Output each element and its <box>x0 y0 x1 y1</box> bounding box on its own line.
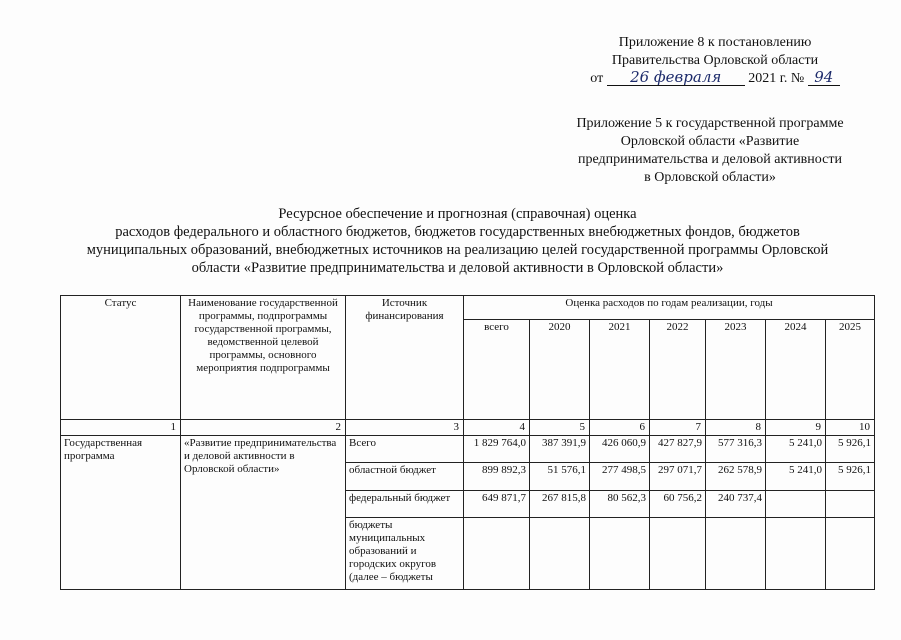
column-number: 1 <box>61 420 181 436</box>
column-number: 3 <box>346 420 464 436</box>
header-status: Статус <box>61 296 181 420</box>
value-cell <box>766 518 826 590</box>
source-cell: федеральный бюджет <box>346 491 464 518</box>
column-number: 4 <box>464 420 530 436</box>
header-source: Источник финансирования <box>346 296 464 420</box>
value-cell: 427 827,9 <box>650 436 706 463</box>
value-cell: 60 756,2 <box>650 491 706 518</box>
column-number: 2 <box>181 420 346 436</box>
title-line2: расходов федерального и областного бюджетов, бюджетов государственных внебюджетных фондов, бюджетов <box>115 224 800 240</box>
header-year-2021: 2021 <box>590 320 650 420</box>
value-cell: 240 737,4 <box>706 491 766 518</box>
value-cell: 262 578,9 <box>706 463 766 491</box>
appendix-5-line2: Орловской области «Развитие <box>620 134 800 149</box>
value-cell <box>590 518 650 590</box>
header-year-2025: 2025 <box>826 320 875 420</box>
value-cell: 267 815,8 <box>530 491 590 518</box>
appendix-5-line4: в Орловской области» <box>644 170 776 185</box>
header-year-2024: 2024 <box>766 320 826 420</box>
value-cell: 5 241,0 <box>766 436 826 463</box>
status-cell: Государственная программа <box>61 436 181 590</box>
appendix-5-line1: Приложение 5 к государственной программе <box>576 116 844 131</box>
header-estimate: Оценка расходов по годам реализации, годы <box>464 296 875 320</box>
header-year-total: всего <box>464 320 530 420</box>
value-cell: 426 060,9 <box>590 436 650 463</box>
column-number: 6 <box>590 420 650 436</box>
value-cell: 51 576,1 <box>530 463 590 491</box>
column-number: 7 <box>650 420 706 436</box>
value-cell <box>650 518 706 590</box>
value-cell: 899 892,3 <box>464 463 530 491</box>
value-cell: 387 391,9 <box>530 436 590 463</box>
value-cell <box>464 518 530 590</box>
value-cell: 1 829 764,0 <box>464 436 530 463</box>
value-cell: 5 241,0 <box>766 463 826 491</box>
program-name-cell: «Развитие предпринимательства и деловой активности в Орловской области» <box>181 436 346 590</box>
table-row <box>61 436 875 463</box>
date-prefix: от <box>590 71 604 86</box>
year-suffix: 2021 г. № <box>748 71 805 86</box>
appendix-8-line1: Приложение 8 к постановлению <box>618 35 812 50</box>
handwritten-date: 26 февраля <box>607 70 745 86</box>
value-cell <box>706 518 766 590</box>
header-name: Наименование государственной программы, подпрограммы государственной программы, ведомственной целевой программы, основного мероприятия подпрограммы <box>181 296 346 420</box>
appendix-8-date-line <box>560 70 870 88</box>
source-cell: Всего <box>346 436 464 463</box>
appendix-5-header <box>540 115 880 187</box>
value-cell <box>826 518 875 590</box>
value-cell: 577 316,3 <box>706 436 766 463</box>
value-cell: 277 498,5 <box>590 463 650 491</box>
appendix-8-header <box>560 34 870 88</box>
value-cell <box>766 491 826 518</box>
value-cell <box>826 491 875 518</box>
source-cell: областной бюджет <box>346 463 464 491</box>
header-year-2023: 2023 <box>706 320 766 420</box>
source-cell: бюджеты муниципальных образований и городских округов (далее – бюджеты <box>346 518 464 590</box>
header-year-2022: 2022 <box>650 320 706 420</box>
column-number-row <box>61 420 875 436</box>
value-cell: 297 071,7 <box>650 463 706 491</box>
appendix-5-line3: предпринимательства и деловой активности <box>578 152 842 167</box>
handwritten-number: 94 <box>808 70 840 86</box>
appendix-8-line2: Правительства Орловской области <box>611 53 819 68</box>
value-cell: 5 926,1 <box>826 436 875 463</box>
value-cell: 649 871,7 <box>464 491 530 518</box>
value-cell: 80 562,3 <box>590 491 650 518</box>
column-number: 5 <box>530 420 590 436</box>
title-line1: Ресурсное обеспечение и прогнозная (справочная) оценка <box>278 206 637 222</box>
document-title <box>40 205 875 277</box>
column-number: 8 <box>706 420 766 436</box>
column-number: 10 <box>826 420 875 436</box>
header-year-2020: 2020 <box>530 320 590 420</box>
value-cell <box>530 518 590 590</box>
title-line3: муниципальных образований, внебюджетных источников на реализацию целей государственной программы Орловской <box>86 242 829 258</box>
value-cell: 5 926,1 <box>826 463 875 491</box>
resource-table <box>60 295 875 590</box>
title-line4: области «Развитие предпринимательства и деловой активности в Орловской области» <box>191 260 724 276</box>
column-number: 9 <box>766 420 826 436</box>
